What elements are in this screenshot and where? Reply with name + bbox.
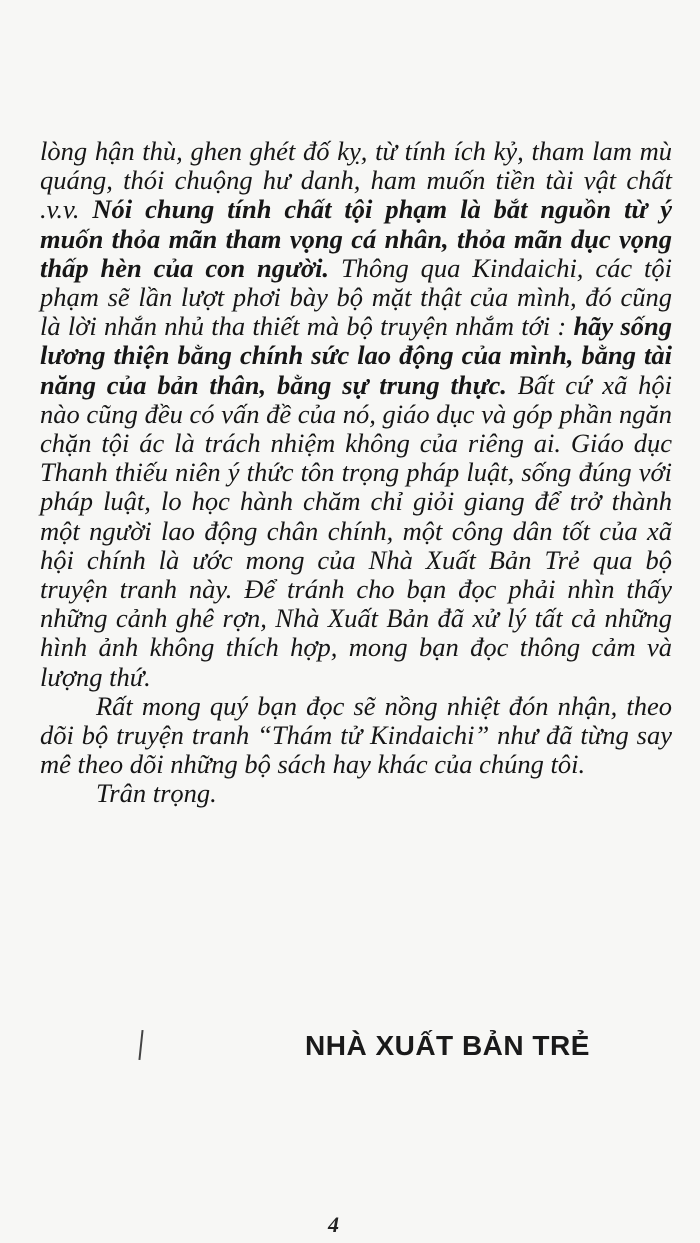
margin-mark — [138, 1030, 143, 1060]
paragraph-1-bold-2: hãy sống lương thiện bằng chính sức lao động của mình, bằng tài năng của bản thân, bằng sự trung thực. — [40, 311, 672, 400]
publisher-signature: NHÀ XUẤT BẢN TRẺ — [305, 1030, 590, 1061]
paragraph-2: Rất mong quý bạn đọc sẽ nồng nhiệt đón nhận, theo dõi bộ truyện tranh “Thám tử Kindaichi” như đã từng say mê theo dõi những bộ sách hay khác của chúng tôi. — [40, 690, 672, 780]
body-text — [40, 137, 672, 809]
paragraph-1-part-2: Thông qua Kindaichi, các tội phạm sẽ lần lượt phơi bày bộ mặt thật của mình, đó cũng là lời nhắn nhủ tha thiết mà bộ truyện nhắm tới : — [40, 252, 672, 342]
closing-line: Trân trọng. — [96, 778, 217, 809]
paragraph-1-bold-1: Nói chung tính chất tội phạm là bắt nguồn từ ý muốn thỏa mãn tham vọng cá nhân, thỏa mãn dục vọng thấp hèn của con người. — [40, 194, 673, 283]
paragraph-1-part-3: Bất cứ xã hội nào cũng đều có vấn đề của nó, giáo dục và góp phần ngăn chặn tội ác là trách nhiệm không của riêng ai. Giáo dục Thanh thiếu niên ý thức tôn trọng pháp luật, sống đúng với pháp luật, lo học hành chăm chỉ giỏi giang để trở thành một người lao động chân chính, một công dân tốt của xã hội chính là ước mong của Nhà Xuất Bản Trẻ qua bộ truyện tranh này. Để tránh cho bạn đọc phải nhìn thấy những cảnh ghê rợn, Nhà Xuất Bản đã xử lý tất cả những hình ảnh không thích hợp, mong bạn đọc thông cảm và lượng thứ. — [40, 369, 673, 692]
paragraph-1 — [40, 137, 672, 692]
paragraph-1-part-1: lòng hận thù, ghen ghét đố kỵ, từ tính ích kỷ, tham lam mù quáng, thói chuộng hư danh, ham muốn tiền tài vật chất .v.v. — [40, 136, 672, 225]
page-number: 4 — [328, 1212, 339, 1237]
